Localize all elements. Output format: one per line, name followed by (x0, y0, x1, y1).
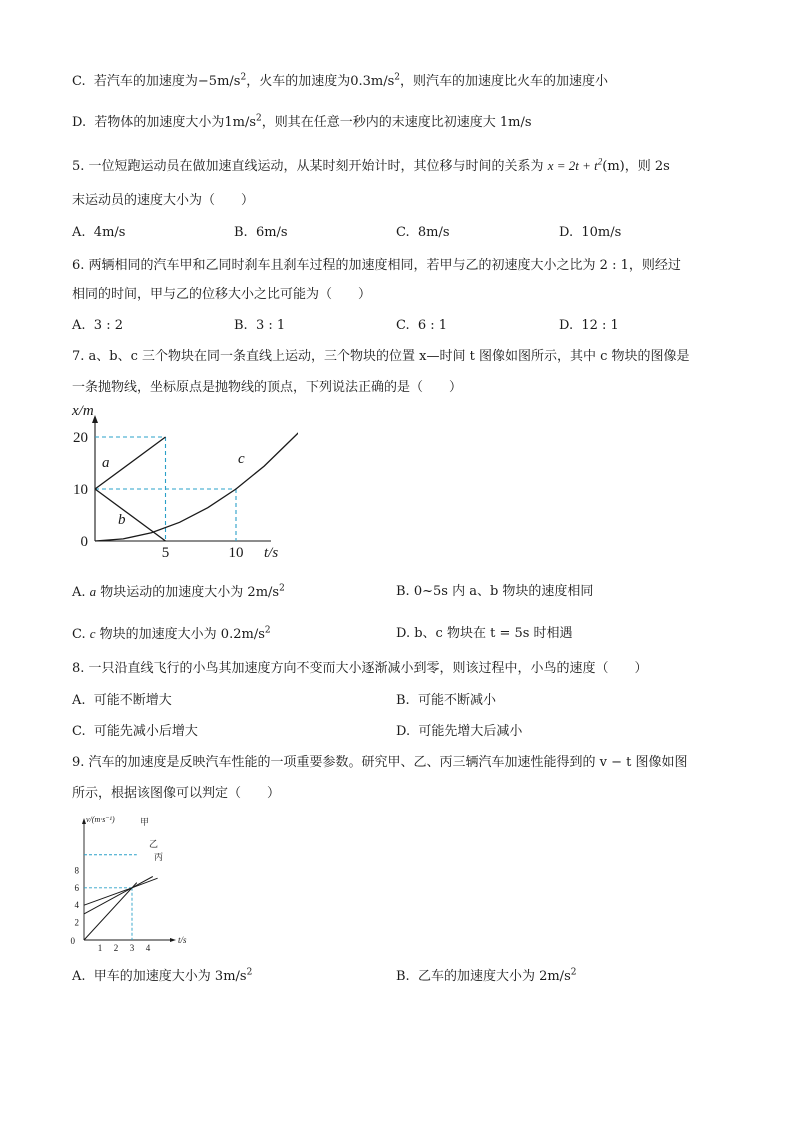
q6-stem-line1: 6. 两辆相同的汽车甲和乙同时刹车且刹车过程的加速度相同，若甲与乙的初速度大小之比为 2 : 1，则经过 (72, 258, 681, 273)
y-tick-10: 10 (73, 482, 88, 498)
q8-option-a: A. 可能不断增大 (72, 693, 172, 708)
q7-option-d: D. b、c 物块在 t = 5s 时相遇 (396, 626, 573, 641)
y-tick-2: 2 (74, 917, 79, 928)
q9-stem-line2: 所示，根据该图像可以判定（ ） (72, 786, 281, 801)
series-a-label: a (102, 455, 110, 471)
q9-option-a: A. 甲车的加速度大小为 $3m/s^2$ (72, 967, 253, 984)
x-tick-5: 5 (161, 545, 170, 561)
q4-option-d: D. 若物体的加速度大小为$1m/s^2$，则其在任意一秒内的末速度比初速度大 1m/s (72, 113, 532, 130)
q4-option-c: C. 若汽车的加速度为$-5m/s^2$，火车的加速度为$0.3m/s^2$，则汽车的加速度比火车的加速度小 (72, 72, 609, 89)
y-axis-label: x/m (72, 405, 94, 419)
q6-stem-line2: 相同的时间，甲与乙的位移大小之比可能为（ ） (72, 287, 372, 302)
y-tick-8: 8 (74, 865, 79, 876)
q9-stem-line1: 9. 汽车的加速度是反映汽车性能的一项重要参数。研究甲、乙、丙三辆汽车加速性能得到的 v − t 图像如图 (72, 755, 688, 770)
series-b-label: b (118, 512, 126, 529)
q9-vt-chart (70, 812, 200, 952)
series-label-1: 甲 (140, 817, 150, 827)
x-axis-label: t/s (178, 935, 187, 945)
x-axis-label: t/s (264, 545, 279, 561)
y-tick-20: 20 (73, 430, 88, 446)
x-tick-3: 3 (129, 943, 135, 952)
q8-option-d: D. 可能先增大后减小 (396, 724, 523, 739)
y-tick-6: 6 (74, 882, 79, 893)
x-tick-2: 2 (113, 943, 119, 952)
q7-stem-line2: 一条抛物线，坐标原点是抛物线的顶点，下列说法正确的是（ ） (72, 380, 463, 395)
q8-stem: 8. 一只沿直线飞行的小鸟其加速度方向不变而大小逐渐减小到零，则该过程中，小鸟的速度（ ） (72, 661, 648, 676)
x-tick-4: 4 (145, 943, 151, 952)
series-line-1 (84, 883, 137, 940)
y-tick-4: 4 (74, 900, 79, 911)
q5-option-a: A. 4m/s (72, 225, 126, 240)
q8-option-c: C. 可能先减小后增大 (72, 724, 198, 739)
origin-label: 0 (70, 936, 75, 946)
x-tick-1: 1 (97, 943, 103, 952)
q9-option-b: B. 乙车的加速度大小为 $2m/s^2$ (396, 967, 577, 984)
q5-option-c: C. 8m/s (396, 225, 450, 240)
y-axis-label: v/(m·s⁻¹) (86, 815, 115, 824)
q5-stem-line2: 末运动员的速度大小为（ ） (72, 193, 255, 208)
q5-option-d: D. 10m/s (559, 225, 622, 240)
q6-option-a: A. 3 : 2 (72, 318, 123, 333)
q6-option-b: B. 3 : 1 (234, 318, 286, 333)
q7-option-b: B. 0~5s 内 a、b 物块的速度相同 (396, 584, 594, 599)
series-label-3: 丙 (154, 852, 164, 862)
q7-option-a: A. a 物块运动的加速度大小为 $2m/s^2$ (72, 583, 285, 600)
x-axis-arrow (170, 938, 176, 942)
series-line-3 (84, 878, 158, 905)
series-b-line (95, 489, 166, 541)
q5-option-b: B. 6m/s (234, 225, 288, 240)
series-line-2 (84, 877, 153, 914)
series-label-2: 乙 (149, 839, 159, 849)
series-c-label: c (238, 451, 245, 468)
q7-option-c: C. c 物块的加速度大小为 $0.2m/s^2$ (72, 625, 271, 642)
q8-option-b: B. 可能不断减小 (396, 693, 496, 708)
q6-option-c: C. 6 : 1 (396, 318, 448, 333)
q6-option-d: D. 12 : 1 (559, 318, 619, 333)
y-tick-0: 0 (80, 534, 88, 550)
x-tick-10: 10 (228, 545, 244, 561)
q7-stem-line1: 7. a、b、c 三个物块在同一条直线上运动，三个物块的位置 x—时间 t 图像如图所示，其中 c 物块的图像是 (72, 349, 690, 364)
q5-stem-line1: 5. 一位短跑运动员在做加速直线运动，从某时刻开始计时，其位移与时间的关系为 $x = 2t + t^2(m)$，则 2s (72, 156, 670, 174)
q7-xt-chart (68, 405, 298, 563)
